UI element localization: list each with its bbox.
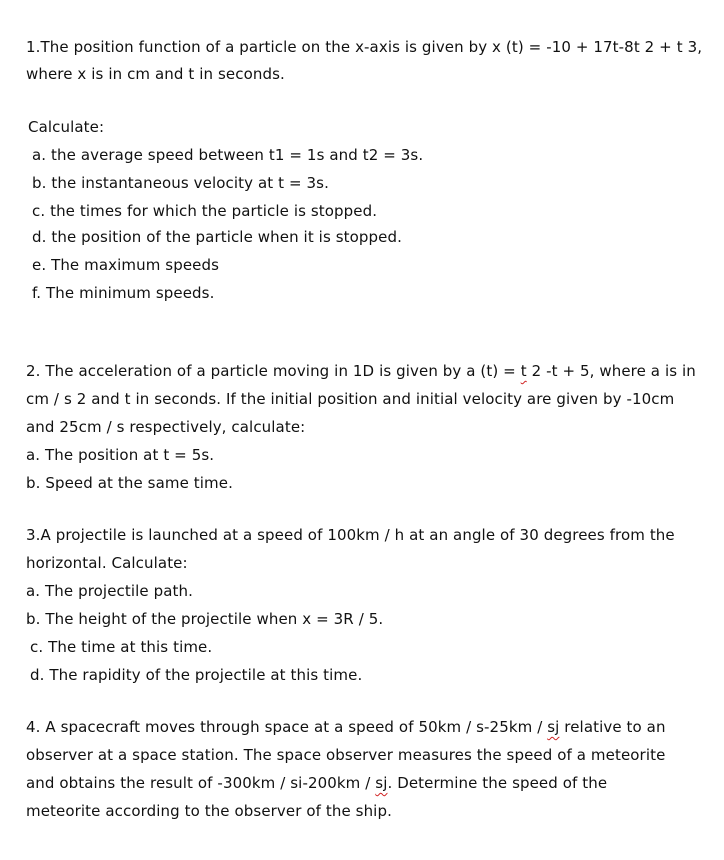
problem-4-line-1-text-after: relative to an bbox=[559, 718, 666, 736]
problem-3-statement-line-2: horizontal. Calculate: bbox=[26, 554, 188, 572]
problem-1-item-f: f. The minimum speeds. bbox=[32, 284, 215, 302]
problem-1-item-b: b. the instantaneous velocity at t = 3s. bbox=[32, 174, 329, 192]
problem-1-item-a: a. the average speed between t1 = 1s and t2 = 3s. bbox=[32, 146, 424, 164]
problem-4-statement-line-4: meteorite according to the observer of the ship. bbox=[26, 802, 392, 820]
problem-2-statement-line-2: cm / s 2 and t in seconds. If the initial position and initial velocity are given by -10cm bbox=[26, 390, 675, 408]
problem-3-item-c: c. The time at this time. bbox=[30, 638, 213, 656]
problem-1-statement-line-1: 1.The position function of a particle on the x-axis is given by x (t) = -10 + 17t-8t 2 + t 3, bbox=[26, 38, 703, 56]
problem-2-item-a: a. The position at t = 5s. bbox=[26, 446, 215, 464]
problem-3-item-a: a. The projectile path. bbox=[26, 582, 193, 600]
problem-1-item-d: d. the position of the particle when it is stopped. bbox=[32, 228, 402, 246]
problem-4-line-1-text-before: 4. A spacecraft moves through space at a speed of 50km / s-25km / bbox=[26, 718, 548, 736]
problem-1-calculate-label: Calculate: bbox=[28, 118, 105, 136]
problem-1-item-e: e. The maximum speeds bbox=[32, 256, 220, 274]
problem-2-statement-line-1 bbox=[26, 361, 696, 381]
problem-1-item-c: c. the times for which the particle is stopped. bbox=[32, 202, 378, 220]
problem-2-line-1-text-after: 2 -t + 5, where a is in bbox=[526, 362, 696, 380]
problem-2-item-b: b. Speed at the same time. bbox=[26, 474, 233, 492]
spellcheck-flagged-word: sj bbox=[547, 718, 560, 736]
problem-3-item-b: b. The height of the projectile when x = 3R / 5. bbox=[26, 610, 384, 628]
spellcheck-flagged-word: sj bbox=[375, 774, 388, 792]
problem-3-statement-line-1: 3.A projectile is launched at a speed of 100km / h at an angle of 30 degrees from the bbox=[26, 526, 675, 544]
problem-1-statement-line-2: where x is in cm and t in seconds. bbox=[26, 65, 285, 83]
problem-4-statement-line-3 bbox=[26, 773, 607, 793]
spellcheck-flagged-word: t bbox=[520, 362, 527, 380]
problem-4-statement-line-1 bbox=[26, 717, 666, 737]
problem-4-statement-line-2: observer at a space station. The space observer measures the speed of a meteorite bbox=[26, 746, 666, 764]
problem-2-line-1-text-before: 2. The acceleration of a particle moving in 1D is given by a (t) = bbox=[26, 362, 521, 380]
problem-3-item-d: d. The rapidity of the projectile at this time. bbox=[30, 666, 363, 684]
problem-4-line-3-text-before: and obtains the result of -300km / si-200km / bbox=[26, 774, 376, 792]
problem-4-line-3-text-after: . Determine the speed of the bbox=[387, 774, 608, 792]
problem-2-statement-line-3: and 25cm / s respectively, calculate: bbox=[26, 418, 306, 436]
